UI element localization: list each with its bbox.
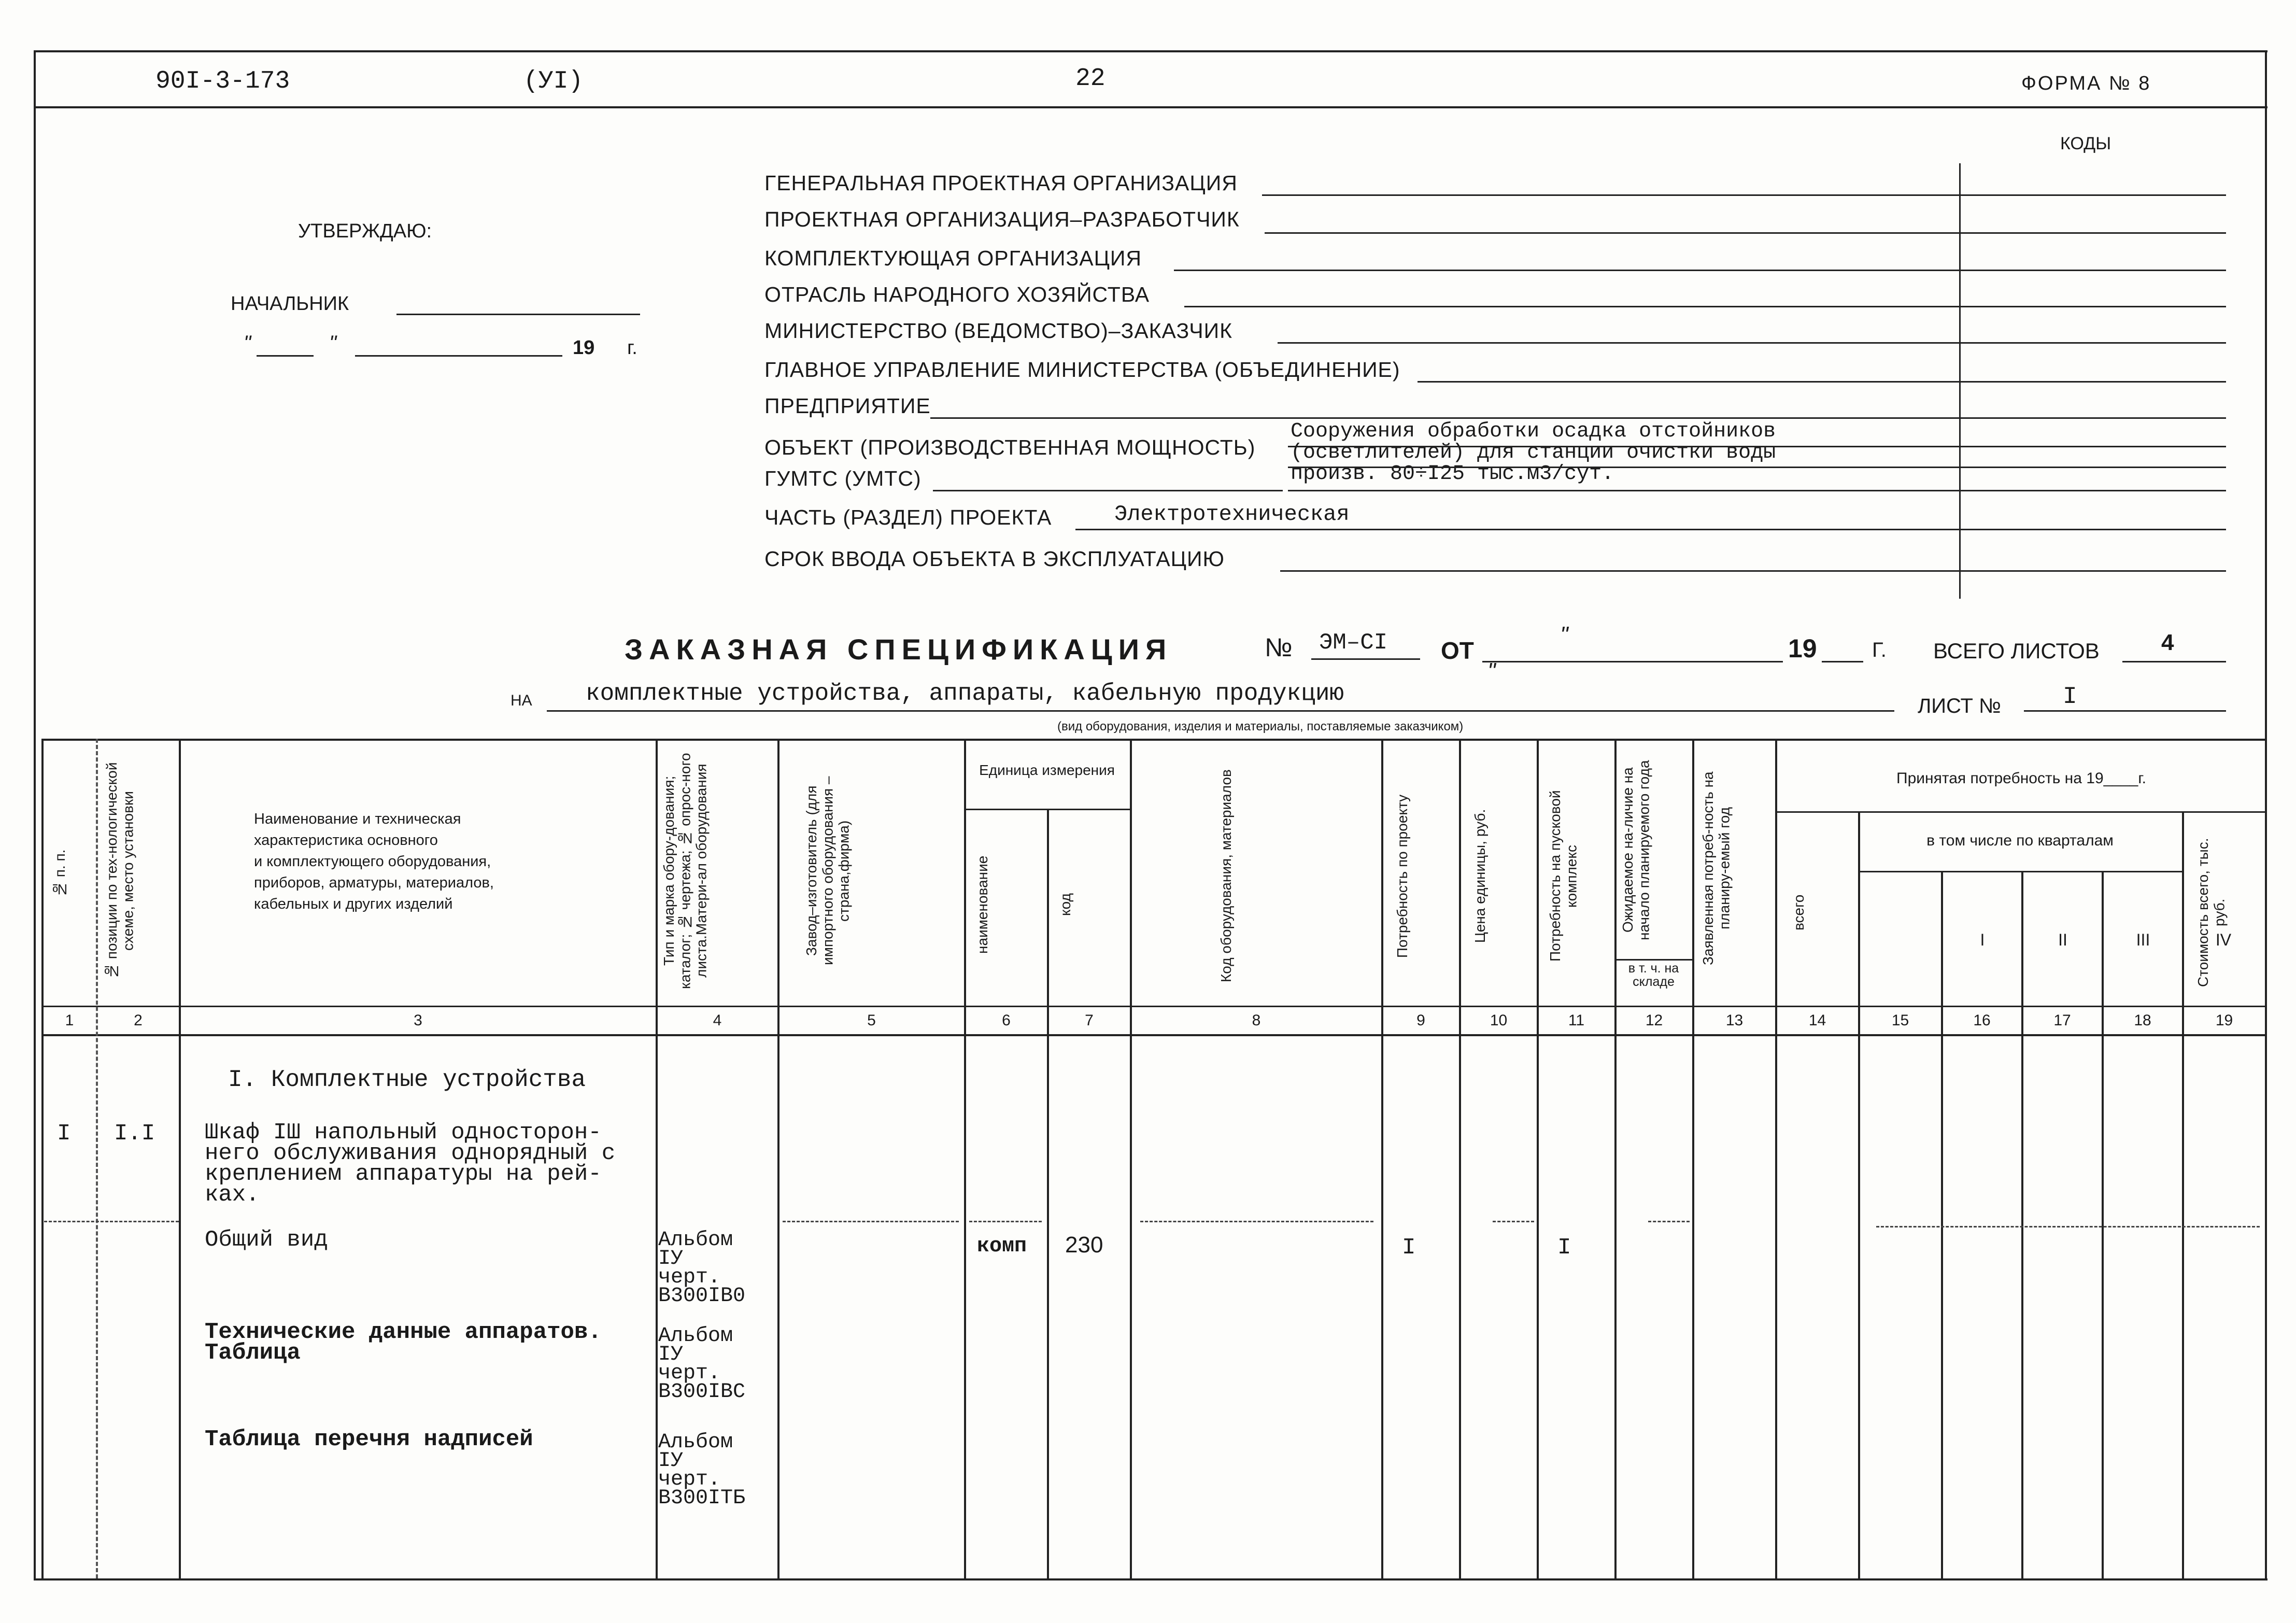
quarters-group-rule xyxy=(1858,871,2182,872)
header-manufacturer: Завод–изготовитель (для импортного оборудования –страна,фирма) xyxy=(803,776,852,966)
col-line-6 xyxy=(1047,809,1049,1578)
row-album-2: Альбом IУ черт. В300IВС xyxy=(658,1324,746,1404)
col-line-4 xyxy=(777,739,779,1578)
date-year: 19 xyxy=(573,337,595,359)
header-unit-code: код xyxy=(1057,893,1073,916)
date-quote-open: " xyxy=(244,332,251,355)
row-need-start: I xyxy=(1557,1235,1571,1261)
row-number: I xyxy=(57,1121,71,1147)
col-line-18 xyxy=(2182,811,2184,1578)
col-number-5: 5 xyxy=(867,1012,876,1029)
spec-subject-line xyxy=(547,710,1894,712)
frame-top xyxy=(34,50,2267,52)
spec-date-line xyxy=(1482,661,1783,662)
field-design-organization-line xyxy=(1265,232,2226,234)
table-colnum-top-rule xyxy=(41,1006,2265,1007)
field-main-department-line xyxy=(1418,381,2226,383)
header-unit-price: Цена единицы, руб. xyxy=(1472,809,1488,943)
row-need-project: I xyxy=(1402,1235,1416,1261)
c12-split-rule xyxy=(1614,959,1692,961)
spec-number: ЭМ–СI xyxy=(1319,630,1388,656)
approve-label: УТВЕРЖДАЮ: xyxy=(298,220,432,242)
col-line-5 xyxy=(964,739,966,1578)
header-expected-stock: Ожидаемое на-личие на начало планируемого года xyxy=(1620,760,1652,940)
codes-header: КОДЫ xyxy=(2060,134,2111,153)
col-line-9 xyxy=(1459,739,1461,1578)
col-line-16 xyxy=(2021,871,2023,1578)
field-ministry-line xyxy=(1278,342,2226,344)
row-name: Шкаф IШ напольный односторон- него обслуживания однорядный с креплением аппаратуры на рей- ках. xyxy=(205,1120,616,1208)
col-line-10 xyxy=(1537,739,1539,1578)
header-quarters-group: в том числе по кварталам xyxy=(1926,832,2114,849)
field-industry-line xyxy=(1184,306,2226,307)
volume-number: (УI) xyxy=(523,67,584,95)
field-object: ОБЪЕКТ (ПРОИЗВОДСТВЕННАЯ МОЩНОСТЬ) xyxy=(764,435,1256,459)
col-line-17 xyxy=(2102,871,2104,1578)
form-label: ФОРМА № 8 xyxy=(2021,73,2151,94)
spec-number-label: № xyxy=(1265,633,1293,662)
row-unit-name: комп xyxy=(977,1235,1027,1258)
field-supplying-organization: КОМПЛЕКТУЮЩАЯ ОРГАНИЗАЦИЯ xyxy=(764,246,1142,270)
date-day-line xyxy=(257,355,314,357)
spec-year: 19 xyxy=(1788,634,1817,663)
table-top-rule xyxy=(41,739,2265,741)
col-number-8: 8 xyxy=(1252,1012,1261,1029)
field-supplying-organization-line xyxy=(1174,270,2226,271)
sheet-no-value: I xyxy=(2063,683,2077,710)
col-number-15: 15 xyxy=(1891,1012,1909,1029)
col-line-7 xyxy=(1130,739,1132,1578)
header-need-start: Потребность на пусковой комплекс xyxy=(1547,790,1580,962)
row-separator-code xyxy=(1140,1221,1373,1222)
header-declared-need: Заявленная потреб-ность на планиру-емый год xyxy=(1700,771,1733,965)
header-name: Наименование и техническая характеристика основного и комплектующего оборудования, приборов, арматуры, материалов, кабельных и других изделий xyxy=(254,811,494,912)
field-gumts-line xyxy=(933,490,1283,491)
header-in-warehouse: в т. ч. на складе xyxy=(1628,961,1679,990)
col-line-12 xyxy=(1692,739,1694,1578)
header-num: № п. п. xyxy=(52,849,68,898)
header-equipment-code: Код оборудования, материалов xyxy=(1218,769,1234,983)
frame-left xyxy=(34,50,36,1579)
spec-from-label: ОТ xyxy=(1441,637,1474,664)
field-commissioning-date: СРОК ВВОДА ОБЪЕКТА В ЭКСПЛУАТАЦИЮ xyxy=(764,547,1225,571)
sheet-no-line xyxy=(2024,710,2226,712)
subject-on-label: НА xyxy=(511,692,532,709)
field-gumts: ГУМТС (УМТС) xyxy=(764,467,922,490)
col-number-19: 19 xyxy=(2215,1012,2233,1029)
col-line-14 xyxy=(1858,811,1860,1578)
field-object-line-2 xyxy=(1288,467,2226,468)
field-enterprise-line xyxy=(930,417,2226,419)
field-general-organization-line xyxy=(1262,194,2226,196)
accepted-group-rule xyxy=(1775,811,2265,813)
col-number-2: 2 xyxy=(134,1012,143,1029)
date-month-line xyxy=(355,355,562,357)
spec-subject-caption: (вид оборудования, изделия и материалы, поставляемые заказчиком) xyxy=(1057,719,1464,733)
col-line-0 xyxy=(41,739,44,1578)
header-q3: III xyxy=(2136,930,2150,949)
field-object-line-3 xyxy=(1288,490,2226,491)
spec-subject: комплектные устройства, аппараты, кабельную продукцию xyxy=(586,680,1344,707)
row-labels-table: Таблица перечня надписей xyxy=(205,1427,533,1452)
date-year-suffix: г. xyxy=(627,337,637,359)
col-line-13 xyxy=(1775,739,1777,1578)
header-q4: IV xyxy=(2215,930,2232,949)
field-commissioning-date-line xyxy=(1280,570,2226,572)
total-sheets-value: 4 xyxy=(2161,630,2174,655)
spec-year-line xyxy=(1822,661,1863,662)
col-number-4: 4 xyxy=(713,1012,722,1029)
row-general-view: Общий вид xyxy=(205,1227,328,1253)
row-separator-quarters xyxy=(1876,1226,2260,1227)
frame-bottom xyxy=(34,1578,2267,1580)
field-project-part-line xyxy=(1075,529,2226,530)
frame-right xyxy=(2265,50,2267,1579)
row-album-3: Альбом IУ черт. В300IТБ xyxy=(658,1431,746,1510)
field-enterprise: ПРЕДПРИЯТИЕ xyxy=(764,394,931,418)
total-sheets-line xyxy=(2122,661,2226,662)
col-line-8 xyxy=(1381,739,1383,1578)
header-need-project: Потребность по проекту xyxy=(1394,794,1410,958)
header-q1: I xyxy=(1980,930,1985,949)
row-position: I.I xyxy=(114,1121,155,1147)
row-separator-manufacturer xyxy=(783,1221,959,1222)
col-number-9: 9 xyxy=(1416,1012,1425,1029)
chief-label: НАЧАЛЬНИК xyxy=(231,293,349,315)
col-line-15 xyxy=(1941,871,1943,1578)
spec-title: ЗАКАЗНАЯ СПЕЦИФИКАЦИЯ xyxy=(625,633,1173,666)
field-project-part-value: Электротехническая xyxy=(1114,502,1350,527)
chief-signature-line xyxy=(396,314,640,315)
col-line-1 xyxy=(96,739,98,1578)
header-type: Тип и марка обору-дования; каталог; № чертежа; № опрос-ного листа.Матери-ал оборудования xyxy=(661,753,710,989)
col-number-11: 11 xyxy=(1568,1012,1585,1029)
row-tech-data: Технические данные аппаратов. Таблица xyxy=(205,1319,602,1366)
header-total: всего xyxy=(1791,894,1807,930)
field-project-part: ЧАСТЬ (РАЗДЕЛ) ПРОЕКТА xyxy=(764,505,1052,529)
field-object-line xyxy=(1288,446,2226,447)
table-header-bottom-rule xyxy=(41,1034,2265,1036)
field-design-organization: ПРОЕКТНАЯ ОРГАНИЗАЦИЯ–РАЗРАБОТЧИК xyxy=(764,207,1240,231)
col-number-12: 12 xyxy=(1645,1012,1663,1029)
doc-code: 90I-3-173 xyxy=(155,67,290,95)
row-separator-unit-name xyxy=(969,1221,1042,1222)
col-number-10: 10 xyxy=(1490,1012,1508,1029)
header-accepted-group: Принятая потребность на 19____г. xyxy=(1896,770,2146,787)
page-number: 22 xyxy=(1075,65,1106,93)
col-number-16: 16 xyxy=(1973,1012,1991,1029)
field-industry: ОТРАСЛЬ НАРОДНОГО ХОЗЯЙСТВА xyxy=(764,283,1150,306)
total-sheets-label: ВСЕГО ЛИСТОВ xyxy=(1933,639,2100,663)
field-object-value: Сооружения обработки осадка отстойников (осветлителей) для станции очистки воды произв. 80÷I25 тыс.м3/сут. xyxy=(1291,420,1776,486)
col-number-17: 17 xyxy=(2053,1012,2071,1029)
header-q2: II xyxy=(2058,930,2067,949)
field-general-organization: ГЕНЕРАЛЬНАЯ ПРОЕКТНАЯ ОРГАНИЗАЦИЯ xyxy=(764,171,1238,195)
header-unit-name: наименование xyxy=(974,855,990,954)
spec-date-quote-open: " xyxy=(1560,622,1568,647)
header-unit-group: Единица измерения xyxy=(979,762,1115,778)
header-cost: Стоимость всего, тыс. руб. xyxy=(2195,838,2228,987)
spec-number-line xyxy=(1311,658,1420,660)
header-position: № позиции по тех-нологической схеме, место установки xyxy=(104,762,136,980)
header-rule xyxy=(34,106,2267,108)
field-ministry: МИНИСТЕРСТВО (ВЕДОМСТВО)–ЗАКАЗЧИК xyxy=(764,319,1232,343)
field-main-department: ГЛАВНОЕ УПРАВЛЕНИЕ МИНИСТЕРСТВА (ОБЪЕДИНЕНИЕ) xyxy=(764,358,1400,382)
col-number-6: 6 xyxy=(1002,1012,1011,1029)
col-number-1: 1 xyxy=(65,1012,74,1029)
row-separator-price xyxy=(1493,1221,1534,1222)
col-number-14: 14 xyxy=(1808,1012,1826,1029)
col-line-3 xyxy=(656,739,658,1578)
col-number-3: 3 xyxy=(414,1012,422,1029)
row-unit-code: 230 xyxy=(1065,1232,1103,1258)
sheet-no-label: ЛИСТ № xyxy=(1918,695,2002,717)
col-line-2 xyxy=(179,739,181,1578)
row-album-1: Альбом IУ черт. В300IВ0 xyxy=(658,1229,746,1308)
date-quote-close: " xyxy=(329,332,337,355)
spec-year-suffix: Г. xyxy=(1872,639,1887,661)
col-number-13: 13 xyxy=(1725,1012,1744,1029)
row-separator-left xyxy=(44,1221,179,1222)
col-number-7: 7 xyxy=(1085,1012,1094,1029)
spec-date-quote-close: " xyxy=(1487,658,1496,684)
col-line-11 xyxy=(1614,739,1617,1578)
col-number-18: 18 xyxy=(2134,1012,2151,1029)
section-title: I. Комплектные устройства xyxy=(228,1066,586,1093)
row-separator-stock xyxy=(1648,1221,1690,1222)
